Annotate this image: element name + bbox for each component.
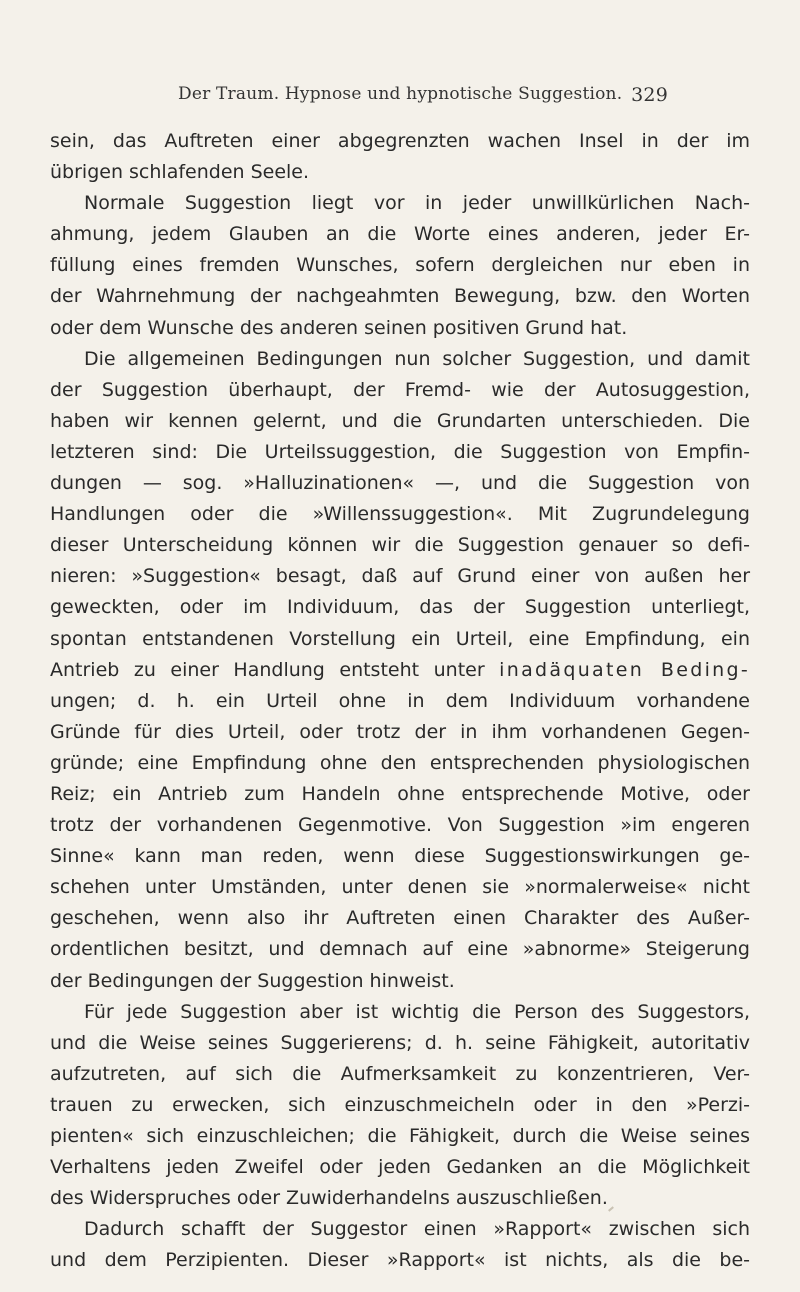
page-number: 329: [631, 84, 668, 106]
text-line: Verhaltens jeden Zweifel oder jeden Gedanken an die Möglichkeit: [50, 1156, 750, 1179]
text-line: aufzutreten, auf sich die Aufmerksamkeit zu konzentrieren, Ver-: [50, 1062, 750, 1085]
text-line: geschehen, wenn also ihr Auftreten einen Charakter des Außer-: [50, 907, 750, 930]
text-line: der Wahrnehmung der nachgeahmten Bewegung, bzw. den Worten: [50, 285, 750, 308]
text-line: trotz der vorhandenen Gegenmotive. Von Suggestion »im engeren: [50, 814, 750, 837]
running-title: Der Traum. Hypnose und hypnotische Suggestion.: [178, 84, 623, 104]
text-line: gründe; eine Empfindung ohne den entsprechenden physiologischen: [50, 751, 750, 774]
text-line: ungen; d. h. ein Urteil ohne in dem Individuum vorhandene: [50, 689, 750, 712]
text-line: der Bedingungen der Suggestion hinweist.: [50, 969, 455, 992]
text-line: haben wir kennen gelernt, und die Grundarten unterschieden. Die: [50, 409, 750, 432]
text-line: nieren: »Suggestion« besagt, daß auf Grund einer von außen her: [50, 565, 750, 588]
text-line: übrigen schlafenden Seele.: [50, 161, 310, 184]
spaced-emphasis: inadäquaten Beding-: [499, 658, 751, 681]
text-line: oder dem Wunsche des anderen seinen positiven Grund hat.: [50, 316, 628, 339]
text-line-with-emphasis: [50, 655, 750, 686]
text-line: sein, das Auftreten einer abgegrenzten wachen Insel in der im: [50, 130, 750, 152]
text-segment: Antrieb zu einer Handlung entsteht unter: [50, 658, 500, 681]
text-line: und dem Perzipienten. Dieser »Rapport« ist nichts, als die be-: [50, 1249, 750, 1272]
text-line: letzteren sind: Die Urteilssuggestion, die Suggestion von Empfin-: [50, 440, 750, 463]
text-line: Normale Suggestion liegt vor in jeder unwillkürlichen Nach-: [84, 192, 750, 215]
text-line: ordentlichen besitzt, und demnach auf eine »abnorme» Steigerung: [50, 938, 750, 961]
text-line: der Suggestion überhaupt, der Fremd- wie der Autosuggestion,: [50, 378, 750, 401]
text-line: des Widerspruches oder Zuwiderhandelns auszuschließen.: [50, 1187, 608, 1210]
text-line: dungen — sog. »Halluzinationen« —, und die Suggestion von: [50, 472, 750, 495]
running-head: [130, 84, 670, 112]
text-line: pienten« sich einzuschleichen; die Fähigkeit, durch die Weise seines: [50, 1125, 750, 1147]
text-line: Dadurch schafft der Suggestor einen »Rapport« zwischen sich: [84, 1218, 750, 1241]
text-line: trauen zu erwecken, sich einzuschmeicheln oder in den »Perzi-: [50, 1093, 750, 1116]
text-line: ahmung, jedem Glauben an die Worte eines anderen, jeder Er-: [50, 223, 750, 246]
text-line: Sinne« kann man reden, wenn diese Suggestionswirkungen ge-: [50, 845, 750, 868]
text-line: füllung eines fremden Wunsches, sofern dergleichen nur eben in: [50, 254, 750, 277]
text-line: geweckten, oder im Individuum, das der Suggestion unterliegt,: [50, 596, 750, 619]
text-line: Handlungen oder die »Willenssuggestion«. Mit Zugrundelegung: [50, 503, 750, 526]
text-line: Reiz; ein Antrieb zum Handeln ohne entsprechende Motive, oder: [50, 782, 750, 805]
text-line: dieser Unterscheidung können wir die Suggestion genauer so defi-: [50, 534, 750, 557]
body-text: [50, 126, 750, 1276]
text-line: Für jede Suggestion aber ist wichtig die Person des Suggestors,: [84, 1000, 750, 1023]
text-line: Gründe für dies Urteil, oder trotz der in ihm vorhandenen Gegen-: [50, 720, 750, 743]
text-line: spontan entstandenen Vorstellung ein Urteil, eine Empfindung, ein: [50, 627, 750, 650]
text-line: schehen unter Umständen, unter denen sie »normalerweise« nicht: [50, 876, 750, 899]
text-line: Die allgemeinen Bedingungen nun solcher Suggestion, und damit: [84, 347, 750, 370]
text-line: und die Weise seines Suggerierens; d. h. seine Fähigkeit, autoritativ: [50, 1031, 750, 1054]
